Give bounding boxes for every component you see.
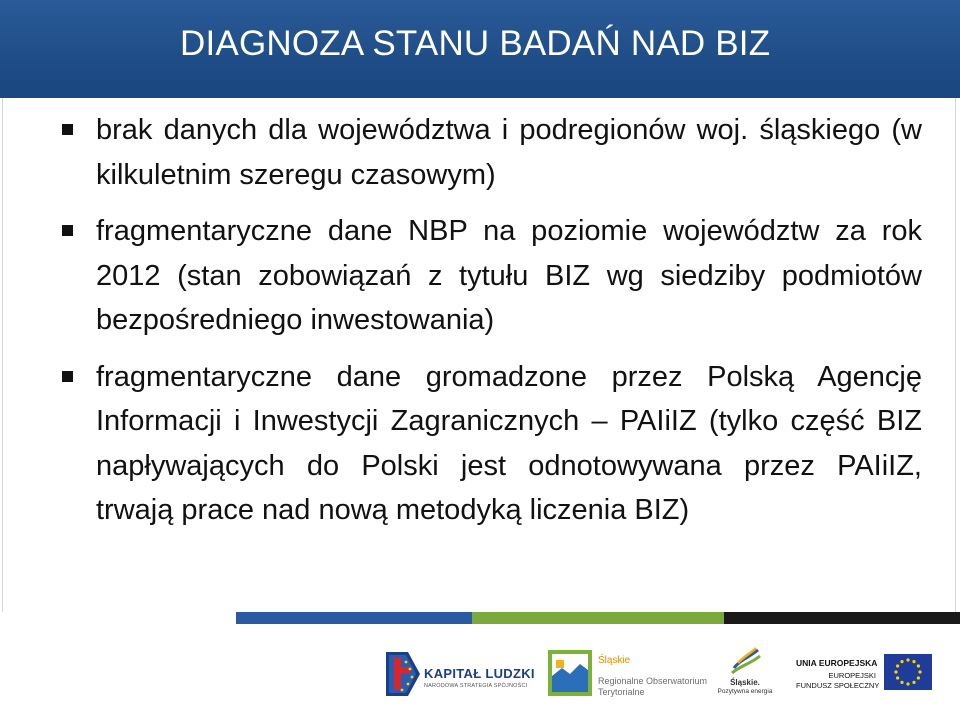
band-segment-white: [0, 612, 236, 624]
obserwatorium-logo-icon: [548, 650, 592, 696]
eu-fund-line1: EUROPEJSKI: [828, 671, 876, 680]
slaskie-logo-icon: [730, 646, 762, 676]
bullet-text: fragmentaryczne dane NBP na poziomie województw za rok 2012 (stan zobowiązań z tytułu BIZ wg siedziby podmiotów bezpośredniego inwestowania): [96, 215, 922, 336]
color-band: [0, 612, 960, 624]
band-segment-green: [472, 612, 724, 624]
bullet-item: [60, 355, 922, 533]
bullet-item: [60, 108, 922, 197]
eu-flag-icon: [884, 654, 932, 690]
title-bar: [0, 0, 960, 98]
slaskie-name: Śląskie.: [730, 678, 760, 687]
square-bullet-icon: [62, 225, 73, 236]
bullet-list: [60, 108, 922, 545]
obserwatorium-logo: [548, 650, 708, 702]
obserwatorium-name-line1: Regionalne Obserwatorium: [598, 676, 708, 686]
kapital-ludzki-logo: [386, 650, 535, 700]
obserwatorium-region: Śląskie: [598, 655, 631, 666]
obserwatorium-name-line2: Terytorialne: [598, 687, 645, 697]
bullet-item: [60, 209, 922, 343]
band-segment-blue: [236, 612, 472, 624]
slaskie-tagline: Pozytywna energia: [717, 688, 773, 695]
slide-title: DIAGNOZA STANU BADAŃ NAD BIZ: [180, 24, 771, 63]
square-bullet-icon: [62, 124, 73, 135]
kapital-ludzki-name: KAPITAŁ LUDZKI: [424, 666, 535, 681]
bullet-text: fragmentaryczne dane gromadzone przez Polską Agencję Informacji i Inwestycji Zagranicznych – PAIiIZ (tylko część BIZ napływających do Polski jest odnotowywana przez PAIiIZ, trwają prace nad nową metodyką liczenia BIZ): [96, 360, 922, 526]
eu-logo: [796, 652, 936, 696]
eu-name: UNIA EUROPEJSKA: [796, 658, 878, 668]
kapital-ludzki-subtitle: NARODOWA STRATEGIA SPÓJNOŚCI: [424, 683, 528, 689]
eu-fund-line2: FUNDUSZ SPOŁECZNY: [796, 681, 880, 690]
band-segment-black: [724, 612, 960, 624]
slaskie-logo: [714, 646, 776, 706]
kapital-ludzki-logo-icon: [386, 650, 420, 698]
bullet-text: brak danych dla województwa i podregionów woj. śląskiego (w kilkuletnim szeregu czasowym): [96, 114, 922, 191]
square-bullet-icon: [62, 371, 73, 382]
